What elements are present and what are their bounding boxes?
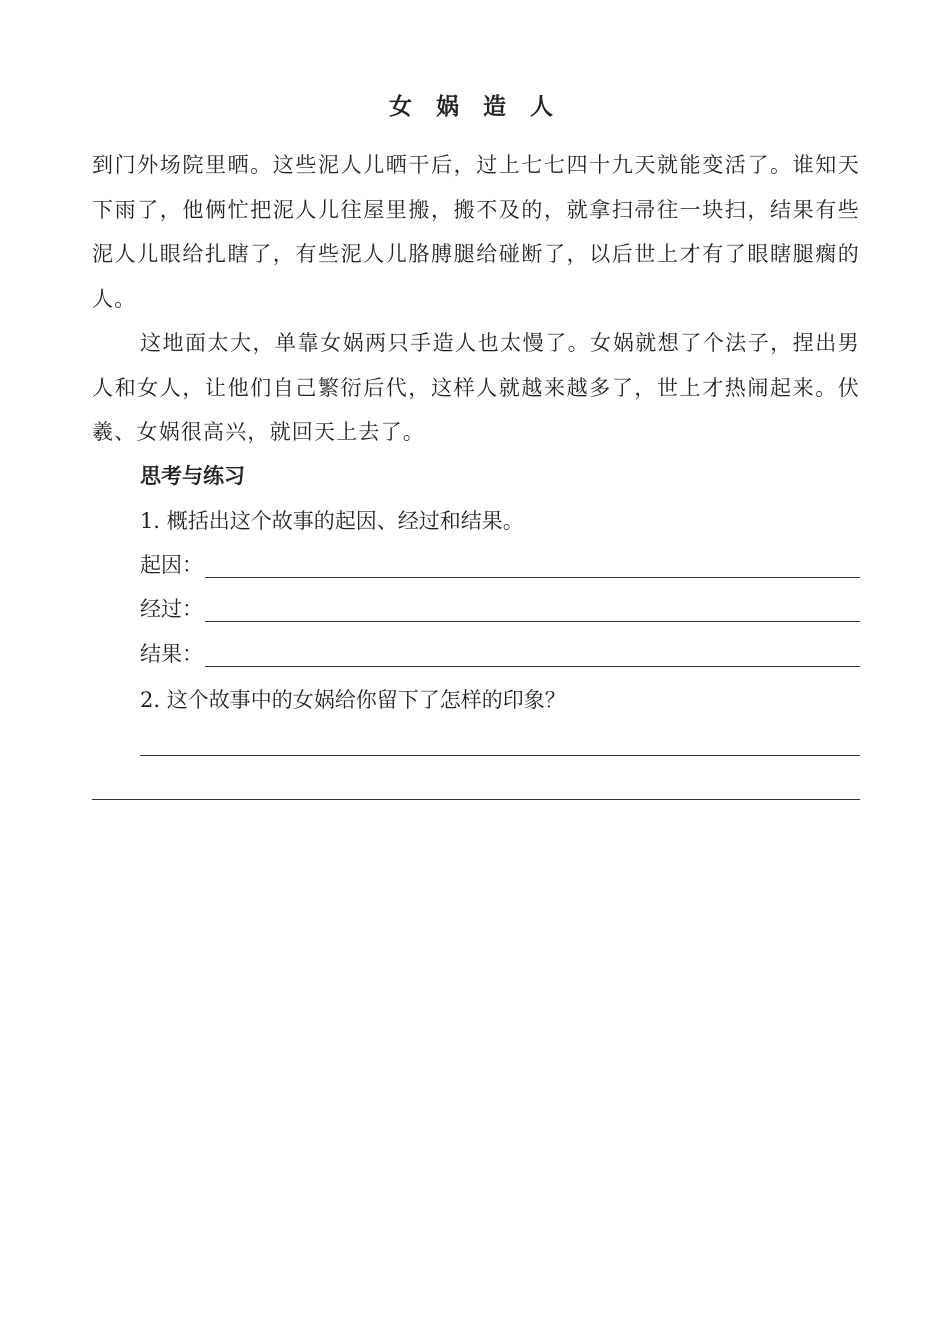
result-label: 结果： [140,642,203,666]
question-1: 1. 概括出这个故事的起因、经过和结果。 [140,509,524,533]
story-paragraph-2: 这地面太大，单靠女娲两只手造人也太慢了。女娲就想了个法子，捏出男人和女人，让他们自己繁衍后代，这样人就越来越多了，世上才热闹起来。伏羲、女娲很高兴，就回天上去了。 [92,331,860,444]
cause-answer-row [140,549,860,579]
cause-label: 起因： [140,553,203,577]
process-answer-line [205,621,860,622]
process-label: 经过： [140,597,203,621]
result-answer-row [140,638,860,668]
story-paragraph-1: 到门外场院里晒。这些泥人儿晒干后，过上七七四十九天就能变活了。谁知天下雨了，他俩忙把泥人儿往屋里搬，搬不及的，就拿扫帚往一块扫，结果有些泥人儿眼给扎瞎了，有些泥人儿胳膊腿给碰断了，以后世上才有了眼瞎腿瘸的人。 [92,153,860,311]
process-answer-row [140,593,860,623]
result-answer-line [205,666,860,667]
question-2-answer-line [140,755,860,756]
exercise-heading: 思考与练习 [140,464,245,488]
question-2-answer-line-2 [92,799,860,800]
cause-answer-line [205,577,860,578]
story-title: 女 娲 造 人 [388,94,562,120]
question-2: 2. 这个故事中的女娲给你留下了怎样的印象？ [140,688,566,712]
